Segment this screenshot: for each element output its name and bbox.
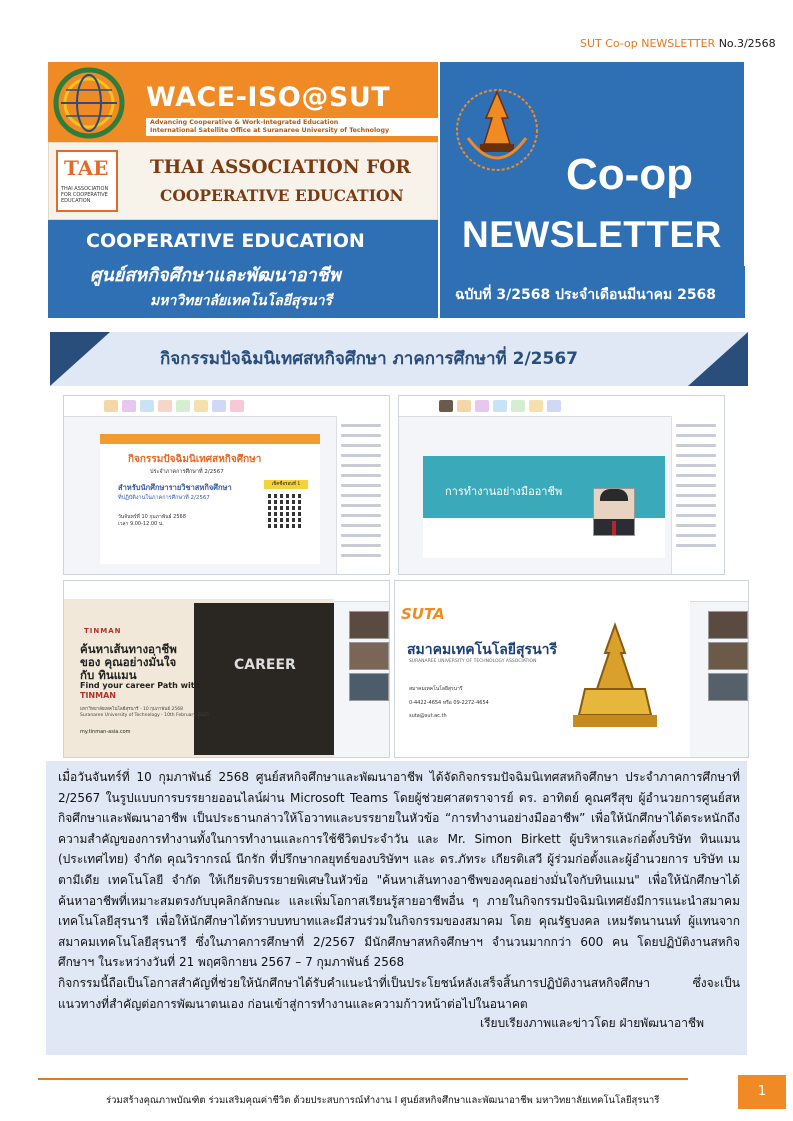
participant-row [676, 514, 716, 517]
suta-name: สมาคมเทคโนโลยีสุรนารี [407, 642, 558, 658]
participant-chip [475, 400, 489, 412]
participant-row [341, 524, 381, 527]
suta-logo: SUTA [401, 605, 445, 623]
poster-tab-bar [100, 434, 320, 444]
newsletter-title: NEWSLETTER [462, 214, 722, 255]
video-tiles [349, 611, 387, 704]
tinman-event-en: Suranaree University of Technology - 10th February 2025 [80, 713, 209, 718]
participant-chip [493, 400, 507, 412]
participant-chip [122, 400, 136, 412]
teams-toolbar [399, 396, 724, 417]
suta-phone: 0-4422-4654 หรือ 09-2272-4654 [409, 700, 489, 706]
speaker-hair [600, 489, 628, 501]
cooperative-education-label: COOPERATIVE EDUCATION [86, 230, 365, 252]
participant-row [676, 544, 716, 547]
participant-row [341, 424, 381, 427]
header-divider [438, 62, 440, 318]
footer-rule [38, 1078, 688, 1080]
tinman-event-info [80, 707, 209, 719]
section-title: กิจกรรมปัจฉิมนิเทศสหกิจศึกษา ภาคการศึกษาที่ 2/2567 [160, 349, 578, 369]
teams-screenshot-poster [63, 395, 390, 575]
tinman-image-panel [194, 603, 334, 755]
participant-chip [230, 400, 244, 412]
video-tile [349, 642, 389, 670]
tinman-event-thai: มหาวิทยาลัยเทคโนโลยีสุรนารี - 10 กุมภาพันธ์ 2568 [80, 707, 184, 712]
suta-subtitle: SURANAREE UNIVERSITY OF TECHNOLOGY ASSOCIATION [409, 659, 537, 664]
participant-row [341, 454, 381, 457]
slide-title: การทำงานอย่างมืออาชีพ [445, 485, 563, 498]
participant-row [341, 444, 381, 447]
participant-chip [547, 400, 561, 412]
tinman-headline: ค้นหาเส้นทางอาชีพของ คุณอย่างมั่นใจกับ ทินแมน [80, 642, 177, 682]
participant-chip [176, 400, 190, 412]
coop-title: Co-op [566, 150, 694, 199]
participant-chip [194, 400, 208, 412]
poster-datetime [118, 514, 186, 528]
video-tile [349, 611, 389, 639]
tinman-tagline-text: Find your career Path with [80, 681, 201, 690]
participant-row [341, 504, 381, 507]
university-name-thai: มหาวิทยาลัยเทคโนโลยีสุรนารี [150, 293, 333, 309]
career-graphic-text: CAREER [234, 657, 296, 673]
newsletter-name: SUT Co-op NEWSLETTER [580, 37, 716, 50]
participant-row [676, 424, 716, 427]
teams-screenshot-suta [394, 580, 749, 758]
tace-title-line1: THAI ASSOCIATION FOR [150, 157, 411, 178]
poster-term: ประจำภาคการศึกษาที่ 2/2567 [150, 469, 224, 475]
tace-logo-text: THAI ASSOCIATION FOR COOPERATIVE EDUCATION [61, 186, 109, 204]
participant-chip [140, 400, 154, 412]
participant-row [676, 464, 716, 467]
participant-row [341, 544, 381, 547]
participant-row [676, 484, 716, 487]
poster-audience-2: ที่ปฏิบัติงานในภาคการศึกษาที่ 2/2567 [118, 495, 210, 501]
participant-row [341, 474, 381, 477]
lecture-slide [423, 456, 665, 558]
participants-panel [336, 416, 389, 574]
banner-right-triangle [688, 332, 748, 386]
participant-chip [104, 400, 118, 412]
speaker-tie [612, 521, 616, 535]
article-body [58, 767, 740, 1014]
poster-time: เวลา 9.00-12.00 น. [118, 521, 164, 527]
newsletter-issue-note [580, 37, 776, 50]
participant-row [676, 444, 716, 447]
banner-left-triangle [50, 332, 110, 386]
teams-toolbar [64, 396, 389, 417]
suta-slide [395, 599, 690, 758]
participant-row [341, 554, 381, 557]
footer-slogan: ร่วมสร้างคุณภาพบัณฑิต ร่วมเสริมคุณค่าชีวิต ด้วยประสบการณ์ทำงาน I ศูนย์สหกิจศึกษาและพัฒนาอาชีพ มหาวิทยาลัยเทคโนโลยีสุรนารี [106, 1095, 660, 1106]
issue-line: ฉบับที่ 3/2568 ประจำเดือนมีนาคม 2568 [455, 287, 717, 303]
article-credit: เรียบเรียงภาพและข่าวโดย ฝ่ายพัฒนาอาชีพ [480, 1016, 704, 1030]
wace-subtitle [146, 118, 440, 136]
participant-chip [511, 400, 525, 412]
issue-number: No.3/2568 [718, 37, 776, 50]
university-seal-icon [452, 78, 542, 188]
teams-screenshot-lecture [398, 395, 725, 575]
teams-screenshot-tinman [63, 580, 390, 758]
header-edge-stripe [744, 62, 748, 266]
poster-audience: สำหรับนักศึกษารายวิชาสหกิจศึกษา [118, 483, 232, 492]
video-tile [349, 673, 389, 701]
globe-logo-icon [52, 66, 126, 140]
participant-row [676, 434, 716, 437]
participant-row [676, 534, 716, 537]
video-tile [708, 673, 748, 701]
suta-email: suta@sut.ac.th [409, 713, 447, 719]
speaker-photo [593, 488, 635, 536]
participant-chip [457, 400, 471, 412]
wace-subtitle-line2: International Satellite Office at Suranaree University of Technology [150, 127, 390, 134]
poster-date: วันจันทร์ที่ 10 กุมภาพันธ์ 2568 [118, 514, 186, 520]
participant-row [341, 534, 381, 537]
wace-title: WACE-ISO@SUT [146, 82, 391, 113]
video-tiles [708, 611, 746, 704]
tace-logo-icon [56, 150, 118, 212]
participant-row [676, 524, 716, 527]
tinman-tagline-brand: TINMAN [80, 691, 116, 700]
video-tile [708, 642, 748, 670]
tinman-tagline [80, 681, 200, 701]
center-name-thai: ศูนย์สหกิจศึกษาและพัฒนาอาชีพ [90, 265, 341, 286]
checkin-badge: เช็คชื่อรอบที่ 1 [264, 480, 308, 489]
tinman-brand: TINMAN [84, 627, 122, 635]
tace-title-line2: COOPERATIVE EDUCATION [160, 186, 404, 205]
poster-title: กิจกรรมปัจฉิมนิเทศสหกิจศึกษา [128, 454, 262, 465]
article-paragraph-2: กิจกรรมนี้ถือเป็นโอกาสสำคัญที่ช่วยให้นักศึกษาได้รับคำแนะนำที่เป็นประโยชน์หลังเสร็จสิ้นการปฏิบัติงานสหกิจศึกษา ซึ่งจะเป็นแนวทางที่สำคัญต่อการพัฒนาตนเอง ก่อนเข้าสู่การทำงานและความก้าวหน้าต่อไปในอนาคต [58, 975, 740, 1011]
participant-chip [529, 400, 543, 412]
participant-row [341, 434, 381, 437]
participant-row [341, 464, 381, 467]
participant-row [676, 494, 716, 497]
page-number: 1 [757, 1084, 767, 1099]
participant-row [341, 484, 381, 487]
participant-row [341, 494, 381, 497]
tace-logo-mark: TAE [64, 156, 109, 180]
wace-subtitle-line1: Advancing Cooperative & Work-Integrated Education [150, 119, 339, 126]
qr-code-pattern [268, 492, 304, 528]
participants-panel [671, 416, 724, 574]
tinman-slide [64, 599, 334, 758]
participant-chip [212, 400, 226, 412]
participant-row [676, 454, 716, 457]
event-poster [100, 434, 320, 564]
tinman-website: my.tinman-asia.com [80, 729, 131, 735]
suta-facebook: สมาคมเทคโนโลยีสุรนารี [409, 686, 463, 692]
video-tile [708, 611, 748, 639]
participant-row [676, 504, 716, 507]
participant-video-chip [439, 400, 453, 412]
participant-row [341, 514, 381, 517]
participant-row [676, 474, 716, 477]
participant-chip [158, 400, 172, 412]
golden-monument-icon [563, 619, 667, 739]
article-paragraph-1: เมื่อวันจันทร์ที่ 10 กุมภาพันธ์ 2568 ศูนย์สหกิจศึกษาและพัฒนาอาชีพ ได้จัดกิจกรรมปัจฉิมนิเทศสหกิจศึกษา ประจำภาคการศึกษาที่ 2/2567 ในรูปแบบการบรรยายออนไลน์ผ่าน Microsoft Teams โดยผู้ช่วยศาสตราจารย์ ดร. อาทิตย์ คูณศรีสุข ผู้อำนวยการศูนย์สหกิจศึกษาและพัฒนาอาชีพ เป็นประธานกล่าวให้โอวาทและบรรยายในหัวข้อ “การทำงานอย่างมืออาชีพ” เพื่อให้นักศึกษาได้ตระหนักถึงความสำคัญของการทำงานทั้งในการทำงานและการใช้ชีวิตประจำวัน และ Mr. Simon Birkett ผู้บริหารและก่อตั้งบริษัท ทินแมน (ประเทศไทย) จำกัด คุณวิรากรณ์ นีกรัก ที่ปรึกษากลยุทธ์ของบริษัทฯ และ ดร.ภัทระ เกียรติเสวี ผู้ร่วมก่อตั้งและผู้อำนวยการ บริษัท เมตามีเดีย เทคโนโลยี จำกัด ให้เกียรติบรรยายพิเศษในหัวข้อ "ค้นหาเส้นทางอาชีพของคุณอย่างมั่นใจกับทินแมน" เพื่อให้นักศึกษาได้ค้นหาอาชีพที่เหมาะสมตรงกับบุคลิกลักษณะ และเพิ่มโอกาสเรียนรู้สายอาชีพอื่น ๆ ภายในกิจกรรมปัจฉิมนิเทศยังมีการแนะนำสมาคมเทคโนโลยีสุรนารี เพื่อให้นักศึกษาได้ทราบบทบาทและมีส่วนร่วมในกิจกรรมของสมาคม โดย คุณรัฐบงคล เหมรัตนานนท์ ผู้แทนจากสมาคมเทคโนโลยีสุรนารี ซึ่งในภาคการศึกษาที่ 2/2567 มีนักศึกษาสหกิจศึกษาฯ จำนวนมากกว่า 600 คน โดยปฏิบัติงานสหกิจศึกษาฯ ในระหว่างวันที่ 21 พฤศจิกายน 2567 – 7 กุมภาพันธ์ 2568 [58, 770, 740, 970]
